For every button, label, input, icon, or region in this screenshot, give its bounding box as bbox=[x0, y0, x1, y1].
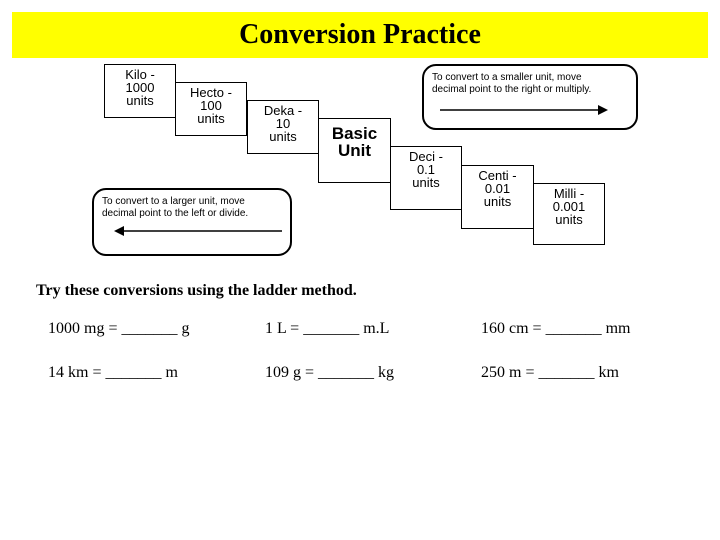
larger-unit-callout bbox=[92, 188, 292, 256]
left-arrow-icon bbox=[114, 225, 284, 237]
problem-1: 1000 mg = _______ g bbox=[48, 320, 190, 337]
title-banner bbox=[12, 12, 708, 58]
ladder-step-deka: Deka - 10 units bbox=[247, 100, 319, 154]
ladder-step-deci: Deci - 0.1 units bbox=[390, 146, 462, 210]
ladder-step-centi: Centi - 0.01 units bbox=[461, 165, 534, 229]
problem-2: 1 L = _______ m.L bbox=[265, 320, 390, 337]
right-arrow-icon bbox=[440, 104, 610, 116]
problem-3: 160 cm = _______ mm bbox=[481, 320, 631, 337]
ladder-step-milli: Milli - 0.001 units bbox=[533, 183, 605, 245]
larger-unit-callout-text: To convert to a larger unit, move decimal point to the left or divide. bbox=[102, 196, 249, 219]
ladder-step-kilo: Kilo - 1000 units bbox=[104, 64, 176, 118]
instructions-text: Try these conversions using the ladder method. bbox=[36, 282, 357, 299]
ladder-step-basic-unit: Basic Unit bbox=[318, 118, 391, 183]
problem-5: 109 g = _______ kg bbox=[265, 364, 395, 381]
smaller-unit-callout bbox=[422, 64, 638, 130]
page-title: Conversion Practice bbox=[239, 19, 481, 50]
problem-4: 14 km = _______ m bbox=[48, 364, 178, 381]
problem-6: 250 m = _______ km bbox=[481, 364, 619, 381]
smaller-unit-callout-text: To convert to a smaller unit, move decimal point to the right or multiply. bbox=[432, 72, 592, 95]
ladder-step-hecto: Hecto - 100 units bbox=[175, 82, 247, 136]
